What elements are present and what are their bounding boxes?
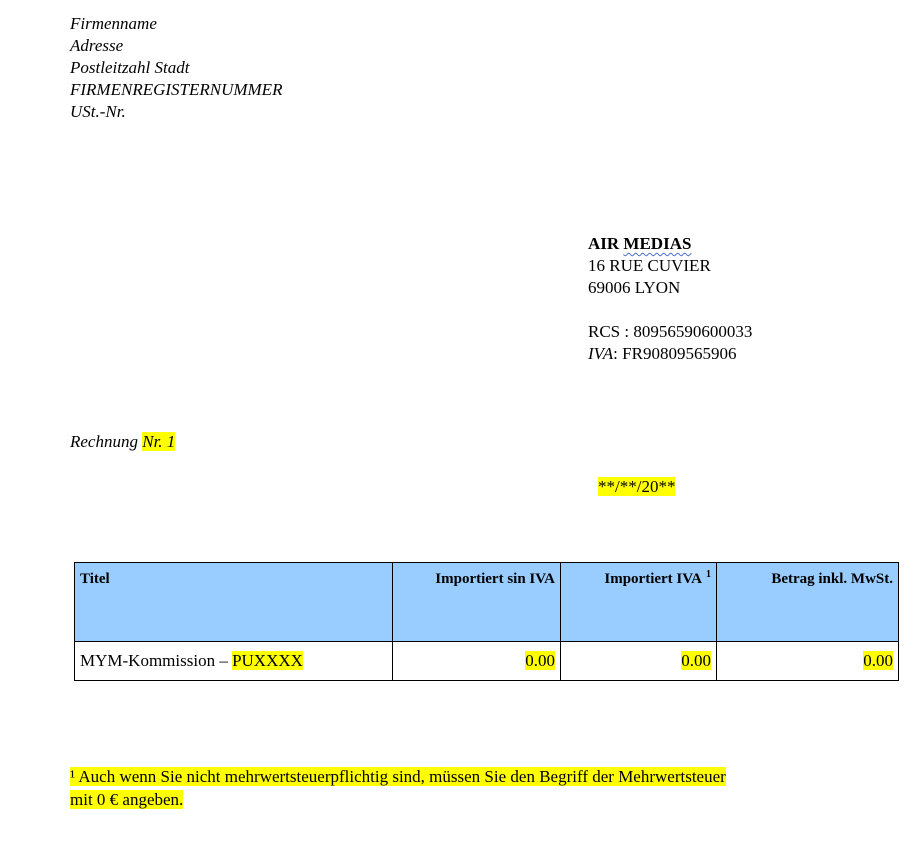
invoice-date-row: [598, 477, 675, 497]
footnote: [70, 765, 726, 811]
row-title-code: PUXXXX: [232, 651, 303, 670]
sender-postal-city: Postleitzahl Stadt: [70, 58, 190, 77]
recipient-city: 69006 LYON: [588, 278, 681, 297]
table-header-row: [75, 563, 899, 642]
recipient-rcs: RCS : 80956590600033: [588, 322, 753, 341]
invoice-table: [74, 562, 899, 681]
row-title-cell: [75, 642, 393, 681]
footnote-marker: 1: [706, 569, 711, 580]
amount-iva-value: 0.00: [681, 651, 711, 670]
sender-vat-id: USt.-Nr.: [70, 102, 126, 121]
header-title: Titel: [75, 563, 393, 642]
recipient-name: [588, 233, 752, 255]
invoice-label: Rechnung: [70, 432, 138, 451]
footnote-line-2: mit 0 € angeben.: [70, 790, 184, 809]
header-amount-iva-label: Importiert IVA: [604, 571, 702, 587]
sender-block: [70, 13, 282, 123]
row-amount-iva: [561, 642, 717, 681]
header-total-incl-vat: Betrag inkl. MwSt.: [717, 563, 899, 642]
invoice-title: [70, 432, 175, 452]
sender-register-number: FIRMENREGISTERNUMMER: [70, 80, 283, 99]
header-amount-without-iva: Importiert sin IVA: [393, 563, 561, 642]
row-amount-without-iva: [393, 642, 561, 681]
recipient-name-text: AIR MEDIAS: [588, 234, 692, 253]
recipient-street: 16 RUE CUVIER: [588, 256, 711, 275]
recipient-iva-label: IVA: [588, 344, 614, 363]
recipient-block: [588, 233, 752, 365]
row-title-prefix: MYM-Kommission –: [80, 651, 233, 670]
recipient-iva: [588, 343, 752, 365]
sender-company: Firmenname: [70, 14, 157, 33]
invoice-date: **/**/20**: [598, 477, 676, 496]
recipient-name-flagged-word: MEDIAS: [623, 234, 692, 253]
total-incl-vat-value: 0.00: [863, 651, 893, 670]
recipient-iva-value: : FR90809565906: [613, 344, 737, 363]
row-total-incl-vat: [717, 642, 899, 681]
footnote-line-1: ¹ Auch wenn Sie nicht mehrwertsteuerpflichtig sind, müssen Sie den Begriff der Mehrwertsteuer: [70, 767, 726, 786]
sender-address: Adresse: [70, 36, 124, 55]
table-row: [75, 642, 899, 681]
invoice-number: Nr. 1: [142, 432, 176, 451]
amount-without-iva-value: 0.00: [525, 651, 555, 670]
header-amount-iva: [561, 563, 717, 642]
